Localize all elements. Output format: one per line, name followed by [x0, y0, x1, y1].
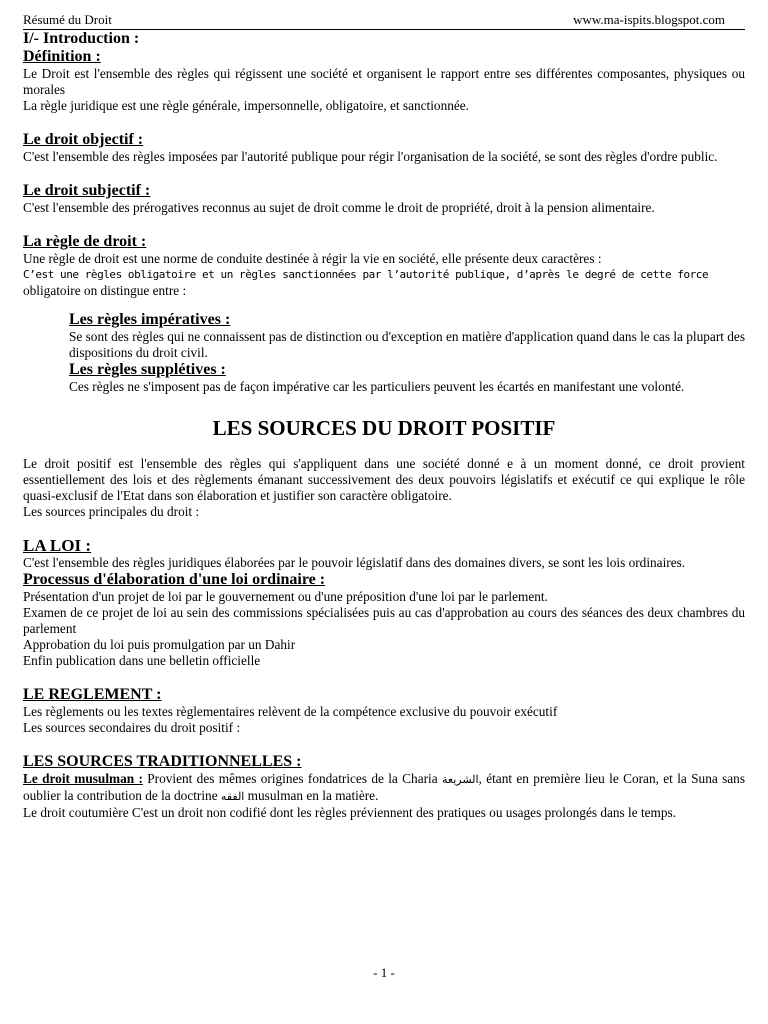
processus-step: Présentation d'un projet de loi par le gouvernement ou d'une préposition d'une loi par le parlement. [23, 589, 548, 604]
processus-step: Enfin publication dans une belletin officielle [23, 653, 261, 668]
header-url: www.ma-ispits.blogspot.com [573, 12, 725, 27]
regle-de-droit-heading: La règle de droit : [23, 233, 147, 250]
sources-secondaires: Les sources secondaires du droit positif : [23, 720, 241, 735]
processus-heading: Processus d'élaboration d'une loi ordinaire : [23, 571, 326, 588]
sources-principales: Les sources principales du droit : [23, 504, 200, 519]
charia-arabic: الشريعة [441, 774, 479, 786]
page-number: - 1 - [373, 965, 395, 980]
fiqh-arabic: الفقه [220, 791, 245, 803]
reglement-heading: LE REGLEMENT : [23, 686, 162, 703]
sources-title: LES SOURCES DU DROIT POSITIF [212, 416, 556, 440]
droit-musulman-text: musulman en la matière. [244, 788, 379, 803]
loi-text: C'est l'ensemble des règles juridiques élaborées par le pouvoir législatif dans des domaines divers, se sont les lois ordinaires. [23, 555, 686, 570]
droit-objectif-heading: Le droit objectif : [23, 131, 144, 148]
droit-musulman-paragraph [23, 771, 745, 805]
traditionnelles-heading: LES SOURCES TRADITIONNELLES : [23, 753, 302, 770]
imperatives-heading: Les règles impératives : [69, 311, 231, 328]
suppletives-heading: Les règles supplétives : [69, 361, 226, 378]
droit-coutumiere-text: Le droit coutumière C'est un droit non codifié dont les règles préviennent des pratiques ou usages prolongés dans le temps. [23, 805, 677, 820]
sources-paragraph: Le droit positif est l'ensemble des règles qui s'appliquent dans une société donné e à un moment donné, ce droit provient essentiellement des lois et des règlements émanant successivement des deux pouvoirs législatifs et exécutif ce qui explique le rôle quasi-exclusif de l'Etat dans son élaboration et justifier son caractère obligatoire. [23, 456, 745, 503]
droit-musulman-label: Le droit musulman : [23, 771, 143, 786]
reglement-text: Les règlements ou les textes règlementaires relèvent de la compétence exclusive du pouvoir exécutif [23, 704, 558, 719]
header-title: Résumé du Droit [23, 12, 112, 27]
droit-objectif-text: C'est l'ensemble des règles imposées par l'autorité publique pour régir l'organisation de la société, se sont des règles d'ordre public. [23, 149, 718, 164]
processus-step: Examen de ce projet de loi au sein des commissions spécialisées puis au cas d'approbation au cours des séances des deux chambres du parlement [23, 605, 745, 636]
droit-subjectif-heading: Le droit subjectif : [23, 182, 151, 199]
droit-musulman-text: , étant en première lieu le Coran, et la Suna sans oublier la contribution de la doctrine [23, 771, 745, 803]
definition-paragraph: Le Droit est l'ensemble des règles qui régissent une société et organisent le rapport entre ses différentes composantes, physiques ou morales [23, 66, 745, 97]
loi-heading: LA LOI : [23, 536, 92, 555]
regle-de-droit-text-end: obligatoire on distingue entre : [23, 283, 187, 298]
page-header [23, 12, 745, 30]
droit-subjectif-text: C'est l'ensemble des prérogatives reconnus au sujet de droit comme le droit de propriété, droit à la pension alimentaire. [23, 200, 655, 215]
definition-rule-paragraph: La règle juridique est une règle générale, impersonnelle, obligatoire, et sanctionnée. [23, 98, 470, 113]
imperatives-text: Se sont des règles qui ne connaissent pas de distinction ou d'exception en matière d'application quand dans le cas la plupart des dispositions du droit civil. [69, 329, 745, 360]
intro-heading: I/- Introduction : [23, 30, 140, 47]
suppletives-text: Ces règles ne s'imposent pas de façon impérative car les particuliers peuvent les écartés en manifestant une volonté. [69, 379, 685, 394]
regles-section [69, 311, 745, 395]
definition-heading: Définition : [23, 48, 101, 65]
regle-de-droit-text: Une règle de droit est une norme de conduite destinée à régir la vie en société, elle présente deux caractères : [23, 251, 602, 266]
processus-step: Approbation du loi puis promulgation par un Dahir [23, 637, 296, 652]
droit-musulman-text: Provient des mêmes origines fondatrices de la Charia [142, 771, 442, 786]
document-page [23, 12, 745, 821]
regle-de-droit-text-mono: C’est une règles obligatoire et un règles sanctionnées par l’autorité publique, d’après le degré de cette force [23, 268, 709, 281]
